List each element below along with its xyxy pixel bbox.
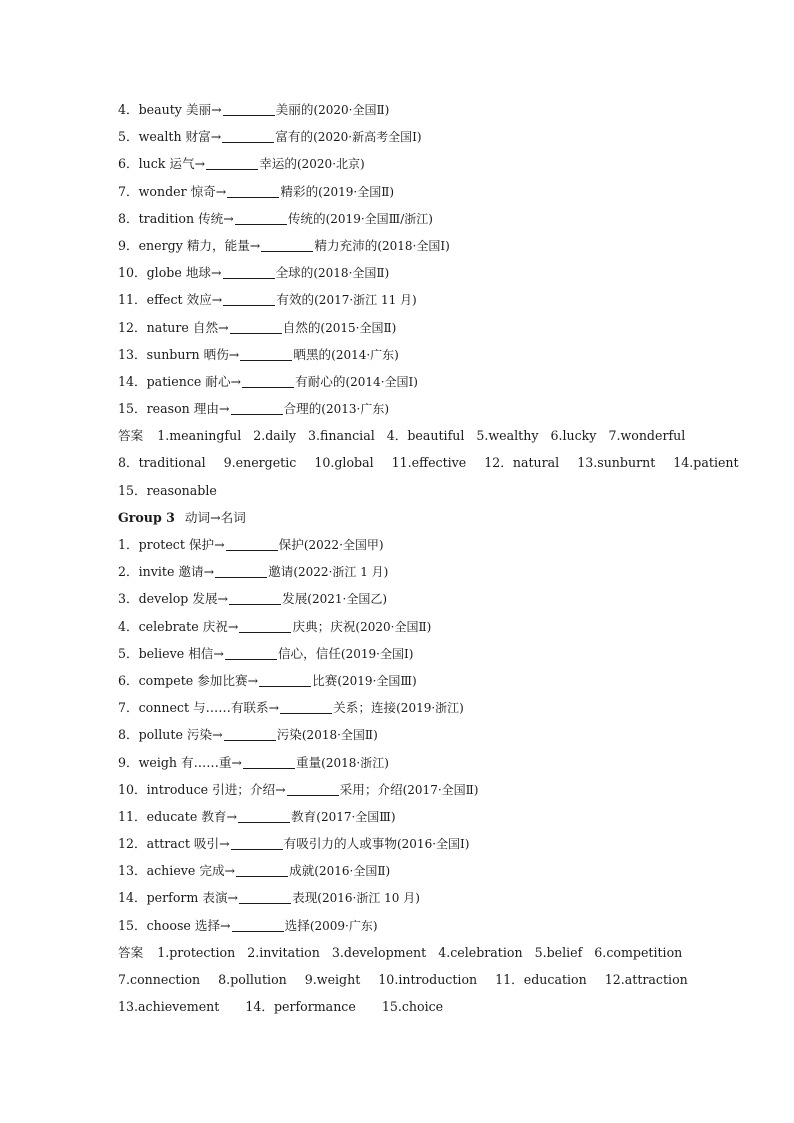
item-word: reason 理由→ bbox=[146, 401, 230, 417]
item-word: patience 耐心→ bbox=[146, 373, 242, 389]
answer-blank[interactable] bbox=[235, 210, 287, 225]
exercise-item bbox=[118, 178, 698, 205]
item-meaning: 发展 bbox=[282, 591, 308, 607]
item-word: develop 发展→ bbox=[138, 591, 229, 607]
item-source: (2014·全国Ⅰ) bbox=[345, 374, 418, 389]
exercise-item bbox=[118, 96, 698, 123]
item-meaning: 自然的 bbox=[282, 319, 321, 335]
item-source: (2019·全国Ⅰ) bbox=[340, 646, 414, 661]
item-meaning: 有耐心的 bbox=[295, 373, 346, 389]
answer-blank[interactable] bbox=[224, 726, 276, 741]
item-source: (2018·全国Ⅱ) bbox=[313, 266, 390, 281]
answer-item: 9.energetic bbox=[223, 455, 297, 471]
answer-item: 8.pollution bbox=[218, 972, 287, 987]
answer-item: 10.introduction bbox=[378, 972, 478, 987]
answer-blank[interactable] bbox=[225, 645, 277, 660]
item-number: 4． bbox=[118, 102, 139, 117]
item-word: globe 地球→ bbox=[146, 265, 222, 281]
item-meaning: 采用；介绍 bbox=[339, 781, 403, 797]
item-source: (2018·全国Ⅰ) bbox=[377, 238, 450, 253]
exercise-item bbox=[118, 232, 698, 259]
item-number: 12． bbox=[118, 836, 147, 852]
answer-blank[interactable] bbox=[227, 183, 279, 198]
answer-blank[interactable] bbox=[239, 889, 291, 904]
answer-blank[interactable] bbox=[215, 563, 267, 578]
exercise-item bbox=[118, 667, 698, 694]
item-number: 13． bbox=[118, 863, 147, 879]
exercise-item bbox=[118, 314, 698, 341]
exercise-item bbox=[118, 585, 698, 612]
item-word: protect 保护→ bbox=[138, 537, 225, 552]
item-source: (2020·全国Ⅱ) bbox=[313, 103, 390, 117]
answer-item: 11．education bbox=[495, 972, 587, 987]
item-word: weigh 有……重→ bbox=[138, 754, 242, 770]
item-source: (2018·全国Ⅱ) bbox=[301, 728, 378, 743]
item-number: 3． bbox=[118, 591, 139, 607]
exercise-item bbox=[118, 830, 698, 857]
item-number: 7． bbox=[118, 183, 139, 199]
item-meaning: 晒黑的 bbox=[293, 346, 332, 362]
exercise-item bbox=[118, 613, 698, 640]
exercise-item bbox=[118, 395, 698, 422]
item-source: (2009·广东) bbox=[309, 918, 378, 933]
item-meaning: 合理的 bbox=[283, 401, 322, 417]
item-word: effect 效应→ bbox=[146, 292, 223, 308]
exercise-item bbox=[118, 721, 698, 748]
item-number: 9． bbox=[118, 237, 139, 253]
answer-row bbox=[118, 966, 698, 993]
item-meaning: 精彩的 bbox=[280, 183, 319, 199]
group3-title: Group 3 bbox=[118, 509, 175, 525]
item-word: beauty 美丽→ bbox=[138, 102, 222, 117]
item-source: (2019·全国Ⅲ) bbox=[337, 673, 417, 688]
item-word: energy 精力，能量→ bbox=[138, 237, 261, 253]
item-number: 6． bbox=[118, 156, 139, 172]
answer-blank[interactable] bbox=[223, 101, 275, 116]
item-word: wonder 惊奇→ bbox=[138, 183, 227, 199]
item-meaning: 教育 bbox=[291, 808, 317, 824]
item-source: (2017·全国Ⅲ) bbox=[316, 809, 396, 824]
exercise-item bbox=[118, 912, 698, 939]
item-source: (2015·全国Ⅱ) bbox=[320, 320, 397, 335]
exercise-item bbox=[118, 776, 698, 803]
item-source: (2021·全国乙) bbox=[307, 592, 388, 607]
answer-blank[interactable] bbox=[231, 835, 283, 850]
answer-item: 14.patient bbox=[673, 455, 739, 471]
item-number: 14． bbox=[118, 890, 147, 906]
item-source: (2014·广东) bbox=[331, 347, 399, 362]
answer-label: 答案 bbox=[118, 428, 144, 444]
document-page bbox=[118, 96, 739, 1020]
answer-item: 15.choice bbox=[381, 999, 444, 1015]
item-meaning: 全球的 bbox=[275, 265, 314, 281]
answer-blank[interactable] bbox=[223, 264, 275, 279]
answer-blank[interactable] bbox=[231, 400, 283, 415]
answer-label: 答案 bbox=[118, 944, 144, 960]
answer-blank[interactable] bbox=[206, 155, 258, 170]
item-number: 11． bbox=[118, 292, 147, 308]
answer-item: 2.invitation bbox=[247, 944, 320, 960]
item-word: sunburn 晒伤→ bbox=[146, 346, 240, 362]
answer-blank[interactable] bbox=[236, 862, 288, 877]
answer-blank[interactable] bbox=[280, 699, 332, 714]
answer-row bbox=[118, 449, 739, 476]
item-word: educate 教育→ bbox=[146, 808, 238, 824]
answer-item: 6.lucky bbox=[550, 428, 597, 444]
answer-blank[interactable] bbox=[242, 373, 294, 388]
answer-row bbox=[118, 477, 698, 504]
answer-row bbox=[118, 993, 698, 1020]
group2-item-list bbox=[118, 96, 698, 422]
exercise-item bbox=[118, 205, 698, 232]
exercise-item bbox=[118, 286, 698, 313]
item-number: 14． bbox=[118, 373, 147, 389]
group2-answers bbox=[118, 422, 739, 504]
item-meaning: 重量 bbox=[295, 754, 322, 770]
item-meaning: 幸运的 bbox=[259, 156, 297, 172]
item-meaning: 有吸引力的人或事物 bbox=[283, 836, 397, 852]
item-number: 4． bbox=[118, 618, 139, 634]
item-word: wealth 财富→ bbox=[138, 129, 222, 145]
item-meaning: 邀请 bbox=[268, 564, 294, 580]
item-number: 2． bbox=[118, 564, 139, 580]
answer-item: 6.competition bbox=[594, 944, 683, 960]
item-word: perform 表演→ bbox=[146, 890, 239, 906]
answer-blank[interactable] bbox=[243, 754, 295, 769]
item-number: 1． bbox=[118, 537, 139, 552]
item-source: (2020·新高考全国Ⅰ) bbox=[313, 130, 422, 145]
item-number: 15． bbox=[118, 917, 147, 933]
exercise-item bbox=[118, 368, 698, 395]
group3-subtitle: 动词→名词 bbox=[184, 509, 246, 525]
item-meaning: 信心，信任 bbox=[277, 645, 341, 661]
answer-item: 5.belief bbox=[534, 944, 583, 960]
item-number: 7． bbox=[118, 700, 139, 716]
answer-blank[interactable] bbox=[226, 536, 278, 551]
answer-item: 2.daily bbox=[253, 428, 296, 444]
answer-blank[interactable] bbox=[287, 781, 339, 796]
item-source: (2022·浙江 1 月) bbox=[293, 565, 389, 580]
answer-item: 13.sunburnt bbox=[577, 455, 656, 471]
item-number: 10． bbox=[118, 265, 147, 281]
item-meaning: 有效的 bbox=[276, 292, 315, 308]
exercise-item bbox=[118, 749, 698, 776]
item-word: pollute 污染→ bbox=[138, 727, 223, 743]
answer-item: 1.meaningful bbox=[157, 428, 242, 444]
answer-item: 8．traditional bbox=[118, 455, 206, 471]
item-source: (2017·全国Ⅱ) bbox=[402, 782, 479, 797]
answer-blank[interactable] bbox=[229, 590, 281, 605]
item-source: (2020·全国Ⅱ) bbox=[355, 619, 432, 634]
group3-item-list bbox=[118, 531, 698, 939]
answer-blank[interactable] bbox=[230, 319, 282, 334]
answer-blank[interactable] bbox=[239, 618, 291, 633]
item-word: believe 相信→ bbox=[138, 645, 224, 661]
item-word: achieve 完成→ bbox=[146, 863, 236, 879]
answer-blank[interactable] bbox=[222, 128, 274, 143]
answer-blank[interactable] bbox=[261, 237, 313, 252]
item-word: nature 自然→ bbox=[146, 319, 229, 335]
exercise-item bbox=[118, 694, 698, 721]
item-number: 13． bbox=[118, 346, 147, 362]
item-source: (2019·全国Ⅲ/浙江) bbox=[325, 211, 433, 226]
exercise-item bbox=[118, 558, 698, 585]
item-word: compete 参加比赛→ bbox=[138, 672, 259, 688]
exercise-item bbox=[118, 150, 698, 177]
answer-item: 1.protection bbox=[157, 944, 236, 960]
answer-item: 15．reasonable bbox=[118, 482, 217, 498]
item-meaning: 美丽的 bbox=[275, 102, 314, 117]
item-source: (2017·浙江 11 月) bbox=[314, 293, 417, 308]
answer-row bbox=[118, 939, 698, 966]
item-meaning: 庆典；庆祝 bbox=[292, 618, 356, 634]
answer-blank[interactable] bbox=[240, 346, 292, 361]
item-meaning: 成就 bbox=[289, 863, 315, 879]
item-meaning: 表现 bbox=[292, 890, 318, 906]
item-source: (2019·全国Ⅱ) bbox=[318, 184, 395, 199]
group3-heading bbox=[118, 504, 698, 531]
item-meaning: 精力充沛的 bbox=[314, 237, 378, 253]
group3-answers bbox=[118, 939, 698, 1021]
answer-item: 12.attraction bbox=[604, 972, 688, 987]
item-word: choose 选择→ bbox=[146, 917, 231, 933]
item-source: (2016·全国Ⅱ) bbox=[314, 864, 391, 879]
item-meaning: 富有的 bbox=[275, 129, 314, 145]
answer-blank[interactable] bbox=[238, 808, 290, 823]
exercise-item bbox=[118, 259, 698, 286]
item-number: 5． bbox=[118, 129, 139, 145]
item-number: 15． bbox=[118, 401, 147, 417]
exercise-item bbox=[118, 640, 698, 667]
item-source: (2019·浙江) bbox=[396, 701, 464, 716]
answer-item: 12．natural bbox=[484, 455, 560, 471]
item-source: (2016·浙江 10 月) bbox=[317, 891, 420, 906]
exercise-item bbox=[118, 531, 698, 558]
item-word: introduce 引进；介绍→ bbox=[146, 781, 286, 797]
item-word: invite 邀请→ bbox=[138, 564, 215, 580]
item-word: connect 与……有联系→ bbox=[138, 700, 280, 716]
exercise-item bbox=[118, 123, 698, 150]
answer-row bbox=[118, 422, 698, 449]
answer-item: 9.weight bbox=[304, 972, 361, 987]
answer-blank[interactable] bbox=[232, 917, 284, 932]
item-number: 8． bbox=[118, 210, 139, 226]
item-word: luck 运气→ bbox=[138, 156, 206, 172]
exercise-item bbox=[118, 803, 698, 830]
answer-item: 13.achievement bbox=[118, 999, 220, 1015]
item-number: 12． bbox=[118, 319, 147, 335]
answer-item: 3.financial bbox=[307, 428, 375, 444]
answer-item: 10.global bbox=[314, 455, 374, 471]
item-number: 10． bbox=[118, 781, 147, 797]
item-source: (2022·全国甲) bbox=[303, 538, 384, 552]
item-number: 9． bbox=[118, 754, 139, 770]
item-meaning: 关系；连接 bbox=[333, 700, 397, 716]
item-number: 11． bbox=[118, 808, 147, 824]
item-number: 6． bbox=[118, 672, 139, 688]
item-meaning: 传统的 bbox=[287, 210, 326, 226]
item-word: tradition 传统→ bbox=[138, 210, 234, 226]
answer-item: 4．beautiful bbox=[386, 428, 465, 444]
item-number: 5． bbox=[118, 645, 139, 661]
item-number: 8． bbox=[118, 727, 139, 743]
answer-blank[interactable] bbox=[223, 291, 275, 306]
item-word: attract 吸引→ bbox=[146, 836, 230, 852]
item-meaning: 污染 bbox=[276, 727, 302, 743]
exercise-item bbox=[118, 857, 698, 884]
item-source: (2016·全国Ⅰ) bbox=[396, 837, 470, 852]
item-source: (2013·广东) bbox=[321, 402, 390, 417]
answer-item: 11.effective bbox=[391, 455, 467, 471]
item-word: celebrate 庆祝→ bbox=[138, 618, 239, 634]
item-meaning: 比赛 bbox=[312, 672, 338, 688]
answer-item: 5.wealthy bbox=[476, 428, 539, 444]
answer-item: 3.development bbox=[331, 944, 427, 960]
answer-item: 7.wonderful bbox=[608, 428, 686, 444]
exercise-item bbox=[118, 341, 698, 368]
item-meaning: 保护 bbox=[278, 537, 304, 552]
answer-item: 4.celebration bbox=[438, 944, 523, 960]
item-meaning: 选择 bbox=[284, 917, 310, 933]
answer-blank[interactable] bbox=[259, 672, 311, 687]
answer-item: 7.connection bbox=[118, 972, 201, 987]
answer-item: 14．performance bbox=[245, 999, 356, 1015]
item-source: (2018·浙江) bbox=[321, 755, 389, 770]
exercise-item bbox=[118, 884, 698, 911]
item-source: (2020·北京) bbox=[296, 157, 365, 172]
